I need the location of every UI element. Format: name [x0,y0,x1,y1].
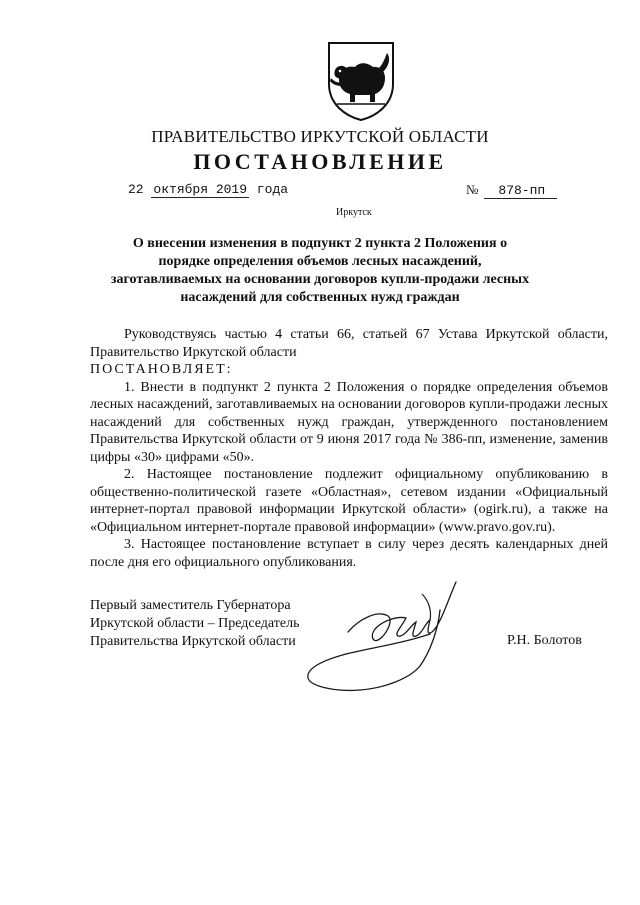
city-name: Иркутск [336,207,372,218]
coat-of-arms-icon [325,40,397,122]
document-type: ПОСТАНОВЛЕНИЕ [193,149,447,174]
item-3-paragraph: 3. Настоящее постановление вступает в силу через десять календарных дней после дня его официального опубликования. [90,537,608,570]
date-suffix: года [256,182,289,197]
signatory-name: Р.Н. Болотов [507,633,582,648]
document-number [466,182,557,198]
number-value: 878-пп [484,183,557,199]
document-date [128,182,288,197]
signatory-line-1: Первый заместитель Губернатора [90,598,291,613]
item-1-paragraph: 1. Внести в подпункт 2 пункта 2 Положения о порядке определения объемов лесных насаждений, заготавливаемых на основании договоров купли-продажи лесных насаждений для собственных нужд граждан, утвержденного постановлением Правительства Иркутской области от 9 июня 2017 года № 386-пп, изменение, заменив цифры «30» цифрами «50». [90,379,608,465]
document-body [90,326,608,571]
signatory-line-2: Иркутской области – Председатель [90,616,300,631]
document-title: О внесении изменения в подпункт 2 пункта 2 Положения о порядке определения объемов лесных насаждений, заготавливаемых на основании договоров купли-продажи лесных насаждений для собственных нужд граждан [110,236,530,305]
signatory-position [90,597,299,651]
item-2-paragraph: 2. Настоящее постановление подлежит официальному опубликованию в общественно-политической газете «Областная», сетевом издании «Официальный интернет-портал правовой информации Иркутской области» (ogirk.ru), а также на «Официальном интернет-портале правовой информации» (www.pravo.gov.ru). [90,467,608,535]
decree-word: ПОСТАНОВЛЯЕТ: [90,362,233,377]
date-month-year: октября 2019 [153,182,248,197]
number-sign: № [466,182,479,197]
handwritten-signature-icon [290,570,470,700]
date-day: 22 [128,182,144,197]
government-name: ПРАВИТЕЛЬСТВО ИРКУТСКОЙ ОБЛАСТИ [151,127,489,146]
signatory-line-3: Правительства Иркутской области [90,634,296,649]
intro-paragraph: Руководствуясь частью 4 статьи 66, статьей 67 Устава Иркутской области, Правительство Иркутской области [90,327,608,360]
